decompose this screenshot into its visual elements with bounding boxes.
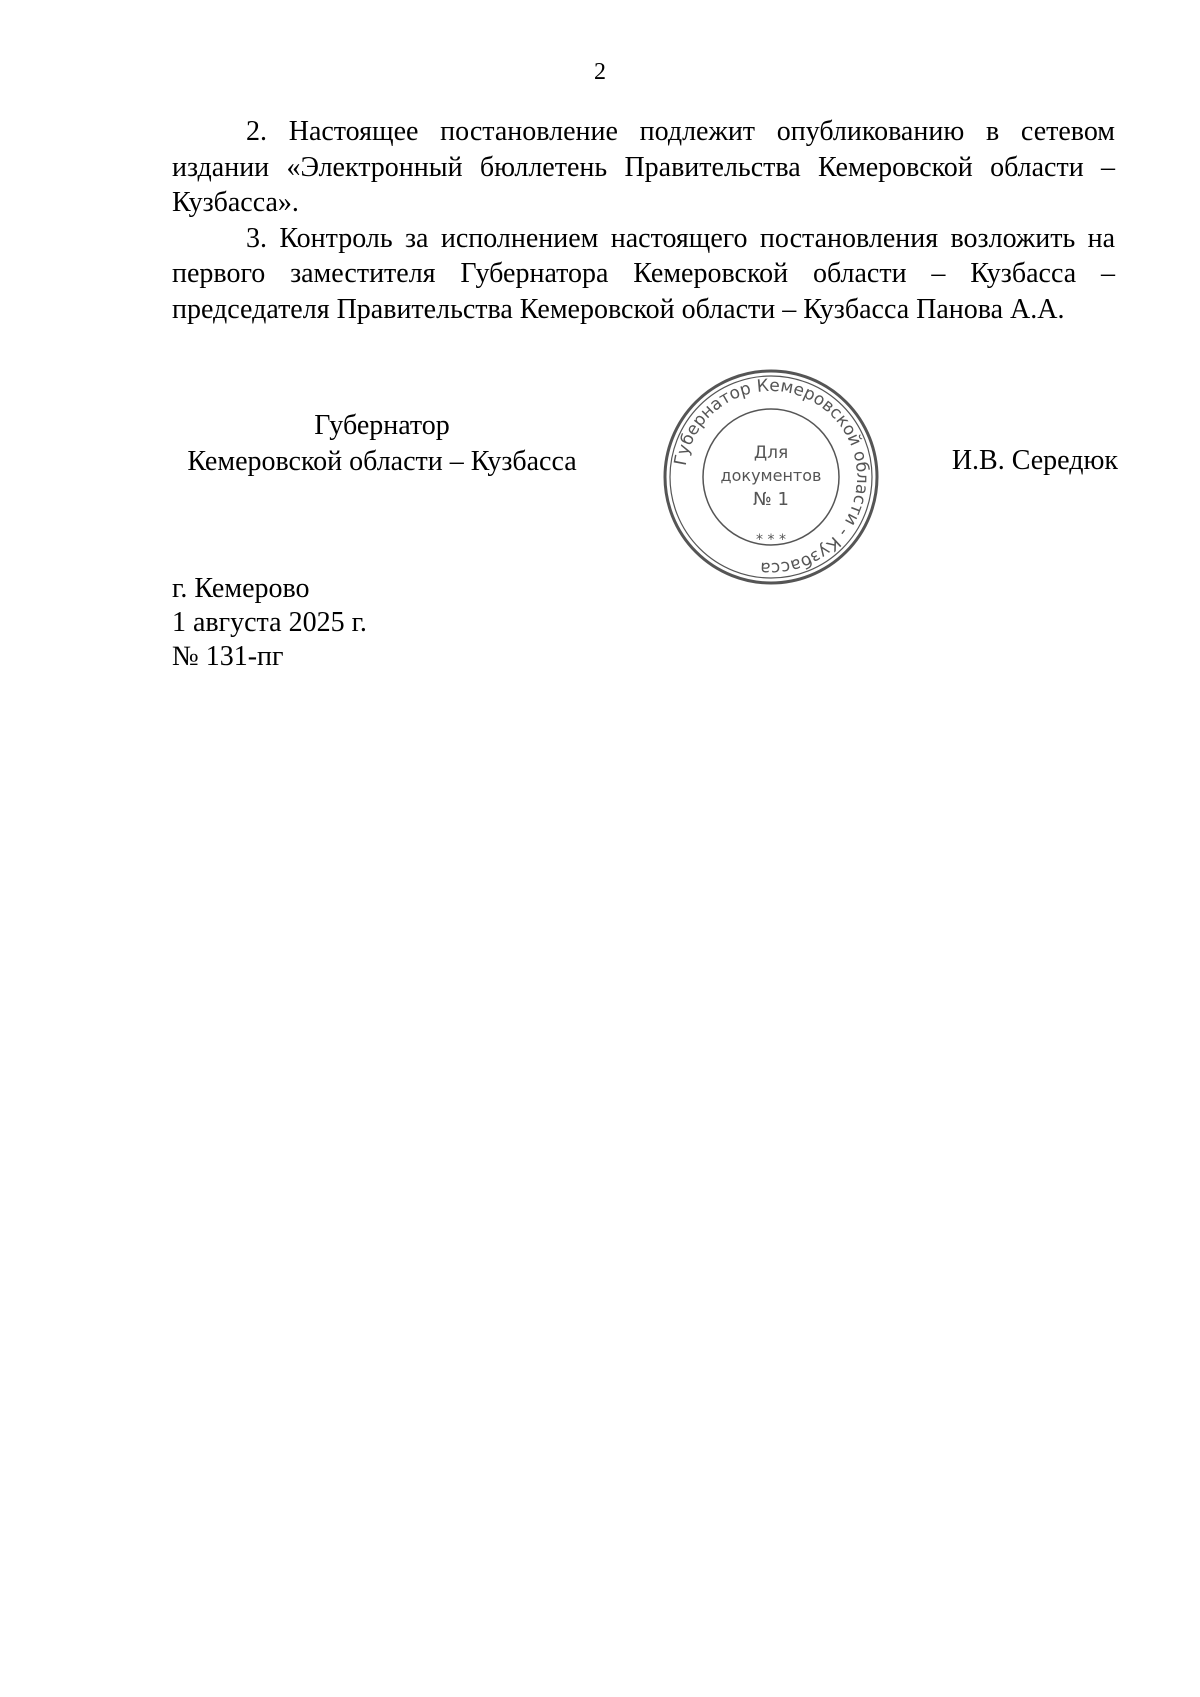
page-number: 2 — [594, 59, 606, 85]
stamp-center-line2: документов — [720, 466, 822, 485]
city-label: г. Кемерово — [172, 573, 310, 604]
stamp-stars: * * * — [756, 532, 786, 548]
paragraph-publication: 2. Настоящее постановление подлежит опубликованию в сетевом издании «Электронный бюллетень Правительства Кемеровской области – Кузбасса». — [172, 116, 1115, 218]
stamp-center-line3: № 1 — [753, 489, 789, 510]
signatory-title-line1: Губернатор — [314, 410, 450, 441]
document-date: 1 августа 2025 г. — [172, 607, 367, 638]
document-body — [172, 114, 1115, 327]
signatory-title — [172, 408, 592, 479]
document-requisites — [172, 572, 367, 674]
paragraph-control: 3. Контроль за исполнением настоящего постановления возложить на первого заместителя Губернатора Кемеровской области – Кузбасса – председателя Правительства Кемеровской области – Кузбасса Панова А.А. — [172, 222, 1115, 325]
stamp-center-line1: Для — [753, 443, 789, 463]
stamp-ring-text: Губернатор Кемеровской области - Кузбасса — [670, 375, 873, 579]
signatory-name: И.В. Середюк — [951, 445, 1118, 476]
signatory-title-line2: Кемеровской области – Кузбасса — [187, 445, 577, 477]
official-seal-stamp — [660, 366, 882, 588]
document-number: № 131-пг — [172, 641, 284, 672]
